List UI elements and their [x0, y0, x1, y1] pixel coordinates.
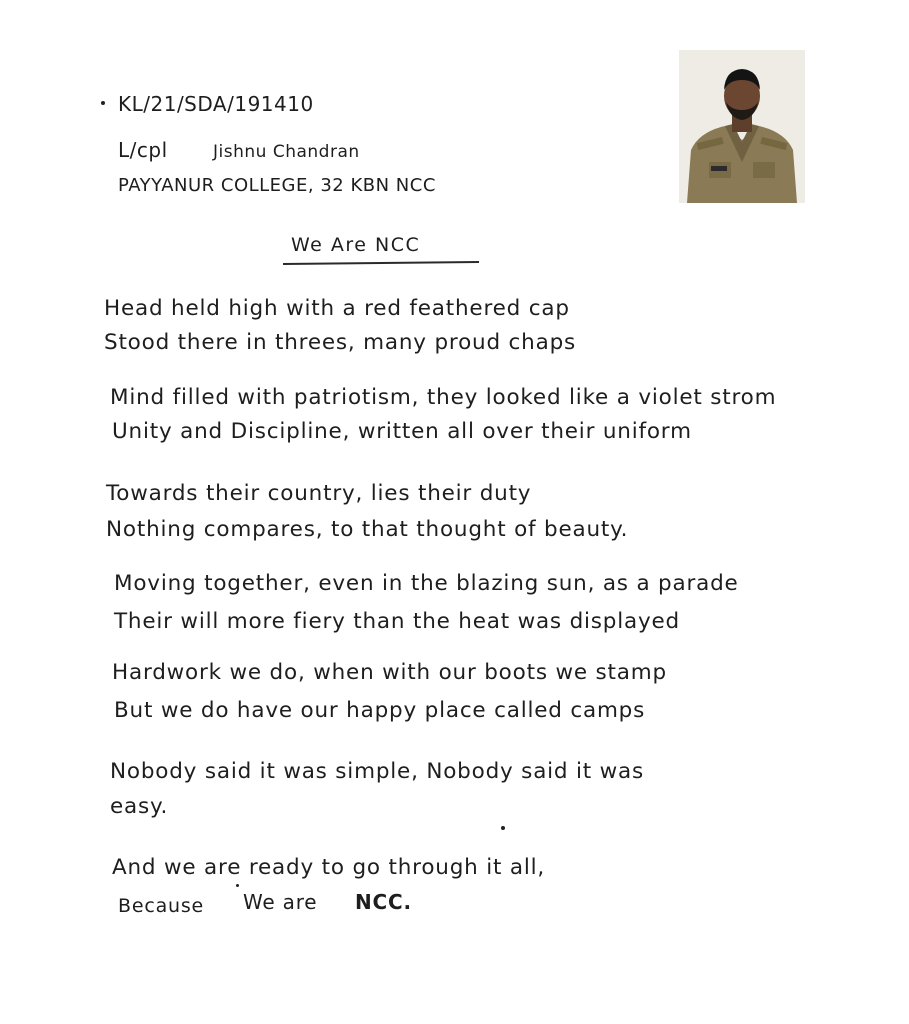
closing-ncc: NCC.: [355, 890, 412, 914]
poem-title: We Are NCC: [291, 234, 421, 256]
poem-line-12: easy.: [110, 794, 169, 819]
closing-because: Because: [118, 895, 205, 917]
cadet-photo: [679, 50, 805, 203]
ink-dot: [501, 826, 505, 830]
poem-line-5: Towards their country, lies their duty: [106, 481, 532, 506]
cadet-portrait-icon: [679, 50, 805, 203]
poem-line-4: Unity and Discipline, written all over their uniform: [112, 419, 692, 444]
poem-line-1: Head held high with a red feathered cap: [104, 296, 570, 321]
college-unit: PAYYANUR COLLEGE, 32 KBN NCC: [118, 175, 436, 196]
poem-line-13: And we are ready to go through it all,: [112, 855, 545, 880]
rank: L/cpl: [118, 138, 168, 162]
cadet-name: Jishnu Chandran: [213, 142, 360, 162]
title-underline: [283, 261, 479, 265]
poem-line-3: Mind filled with patriotism, they looked like a violet strom: [110, 385, 777, 410]
poem-line-9: Hardwork we do, when with our boots we stamp: [112, 660, 667, 685]
ink-dot: [101, 101, 105, 105]
closing-we-are: We are: [243, 890, 318, 914]
registration-number: KL/21/SDA/191410: [118, 92, 314, 116]
poem-line-2: Stood there in threes, many proud chaps: [104, 330, 577, 355]
poem-line-11: Nobody said it was simple, Nobody said it was: [110, 759, 645, 784]
ink-dot: [236, 884, 239, 887]
poem-line-7: Moving together, even in the blazing sun, as a parade: [114, 571, 739, 596]
poem-line-6: Nothing compares, to that thought of beauty.: [106, 517, 629, 542]
poem-line-8: Their will more fiery than the heat was displayed: [114, 609, 680, 634]
poem-line-10: But we do have our happy place called camps: [114, 698, 646, 723]
